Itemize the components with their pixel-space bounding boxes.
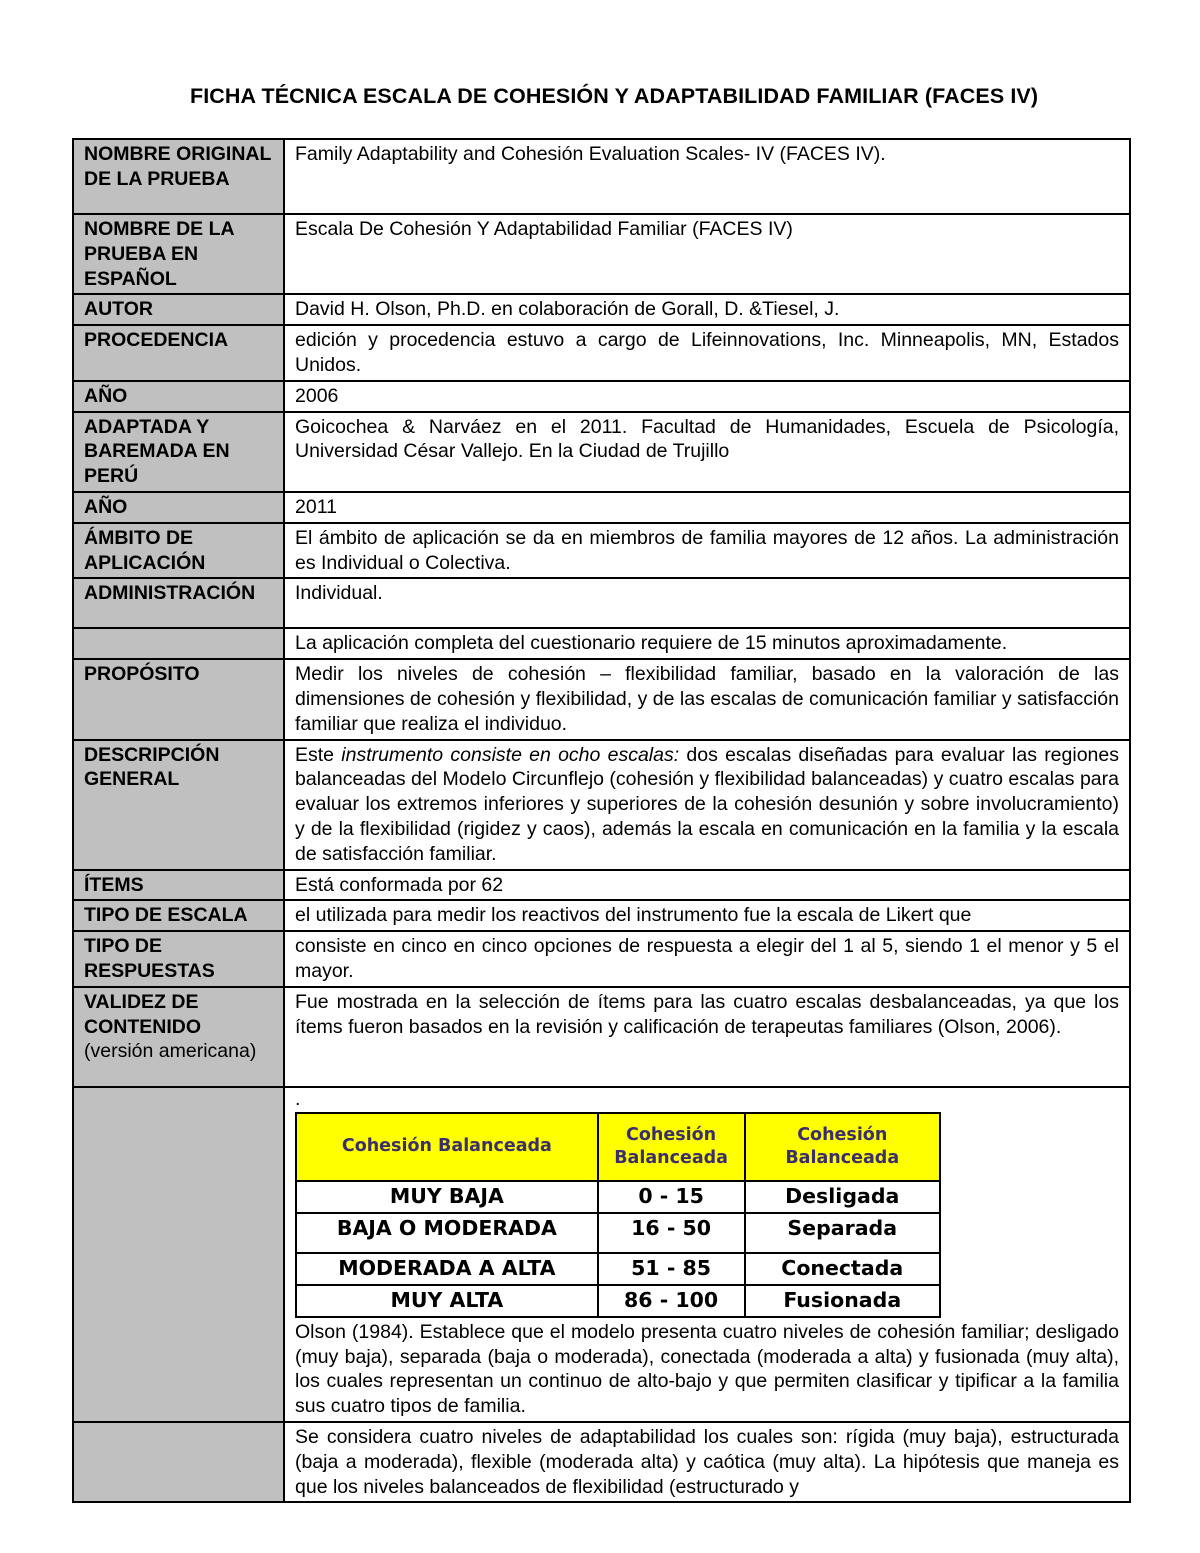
row-label: [73, 628, 284, 659]
row-value: David H. Olson, Ph.D. en colaboración de Gorall, D. &Tiesel, J.: [284, 294, 1130, 325]
range-cell: 0 - 15: [598, 1181, 745, 1213]
row-label: TIPO DE RESPUESTAS: [73, 931, 284, 987]
row-value: el utilizada para medir los reactivos del instrumento fue la escala de Likert que: [284, 900, 1130, 931]
row-label: AUTOR: [73, 294, 284, 325]
range-cell: 16 - 50: [598, 1213, 745, 1253]
row-value: Goicochea & Narváez en el 2011. Facultad de Humanidades, Escuela de Psicología, Universidad César Vallejo. En la Ciudad de Trujillo: [284, 412, 1130, 492]
cohesion-levels-table: [295, 1112, 941, 1318]
table-row: [73, 214, 1130, 294]
row-value: Individual.: [284, 578, 1130, 628]
label-note: (versión americana): [84, 1040, 257, 1063]
table-row: [73, 381, 1130, 412]
row-value: Se considera cuatro niveles de adaptabilidad los cuales son: rígida (muy baja), estructurada (baja a moderada), flexible (moderada alta) y caótica (muy alta). La hipótesis que maneja es que los niveles balanceados de flexibilidad (estructurado y: [284, 1422, 1130, 1502]
type-cell: Conectada: [745, 1253, 941, 1285]
row-value: El ámbito de aplicación se da en miembros de familia mayores de 12 años. La administración es Individual o Colectiva.: [284, 523, 1130, 579]
table-row: [73, 523, 1130, 579]
row-label: ADMINISTRACIÓN: [73, 578, 284, 628]
row-label: ADAPTADA Y BAREMADA EN PERÚ: [73, 412, 284, 492]
table-row: [73, 1422, 1130, 1502]
table-row: [73, 578, 1130, 628]
value-suffix: dos escalas diseñadas para evaluar las regiones balanceadas del Modelo Circunflejo (cohesión y flexibilidad balanceadas) y cuatro escalas para evaluar los extremos inferiores y superiores de la cohesión desunión y sobre involucramiento) y de la flexibilidad (rigidez y caos), además la escala en comunicación en la familia y la escala de satisfacción familiar.: [295, 743, 1119, 865]
row-value: Fue mostrada en la selección de ítems para las cuatro escalas desbalanceadas, ya que los ítems fueron basados en la revisión y calificación de terapeutas familiares (Olson, 2006).: [284, 987, 1130, 1087]
table-row: [73, 628, 1130, 659]
row-label: DESCRIPCIÓN GENERAL: [73, 740, 284, 870]
label-main: VALIDEZ DE CONTENIDO: [84, 990, 201, 1038]
row-label: [73, 1422, 284, 1502]
cohesion-description: Olson (1984). Establece que el modelo presenta cuatro niveles de cohesión familiar; desligado (muy baja), separada (baja o moderada), conectada (moderada a alta) y fusionada (muy alta), los cuales representan un continuo de alto-bajo y que permiten clasificar y tipificar a la familia sus cuatro tipos de familia.: [295, 1320, 1119, 1418]
row-label: PROPÓSITO: [73, 659, 284, 739]
table-row: [73, 987, 1130, 1087]
table-row: [73, 931, 1130, 987]
header-cell: Cohesión Balanceada: [598, 1113, 745, 1181]
row-value: [284, 1087, 1130, 1422]
table-row: [73, 1087, 1130, 1422]
row-value: [284, 740, 1130, 870]
row-value: consiste en cinco en cinco opciones de respuesta a elegir del 1 al 5, siendo 1 el menor y 5 el mayor.: [284, 931, 1130, 987]
row-label: PROCEDENCIA: [73, 325, 284, 381]
header-cell: Cohesión Balanceada: [296, 1113, 598, 1181]
row-value: Medir los niveles de cohesión – flexibilidad familiar, basado en la valoración de las dimensiones de cohesión y flexibilidad, y de las escalas de comunicación familiar y satisfacción familiar que realiza el individuo.: [284, 659, 1130, 739]
row-label: AÑO: [73, 381, 284, 412]
range-cell: 86 - 100: [598, 1285, 745, 1317]
row-label: [73, 987, 284, 1087]
value-prefix: Este: [295, 743, 342, 766]
page-title: FICHA TÉCNICA ESCALA DE COHESIÓN Y ADAPTABILIDAD FAMILIAR (FACES IV): [190, 84, 1039, 108]
cohesion-row: [296, 1253, 940, 1285]
type-cell: Separada: [745, 1213, 941, 1253]
type-cell: Desligada: [745, 1181, 941, 1213]
value-italic: instrumento consiste en ocho escalas:: [341, 743, 680, 766]
dot-mark: .: [295, 1087, 301, 1110]
row-value: 2006: [284, 381, 1130, 412]
range-cell: 51 - 85: [598, 1253, 745, 1285]
table-row: [73, 139, 1130, 214]
row-label: ÁMBITO DE APLICACIÓN: [73, 523, 284, 579]
level-cell: MODERADA A ALTA: [296, 1253, 598, 1285]
table-row: [73, 412, 1130, 492]
cohesion-row: [296, 1181, 940, 1213]
cohesion-row: [296, 1213, 940, 1253]
row-value: edición y procedencia estuvo a cargo de Lifeinnovations, Inc. Minneapolis, MN, Estados Unidos.: [284, 325, 1130, 381]
row-label: TIPO DE ESCALA: [73, 900, 284, 931]
row-value: Está conformada por 62: [284, 870, 1130, 901]
table-row: [73, 325, 1130, 381]
row-value: Family Adaptability and Cohesión Evaluation Scales- IV (FACES IV).: [284, 139, 1130, 214]
level-cell: MUY BAJA: [296, 1181, 598, 1213]
cohesion-row: [296, 1285, 940, 1317]
cohesion-header-row: [296, 1113, 940, 1181]
table-row: [73, 659, 1130, 739]
table-row: [73, 492, 1130, 523]
row-label: NOMBRE ORIGINAL DE LA PRUEBA: [73, 139, 284, 214]
table-row: [73, 900, 1130, 931]
row-label: ÍTEMS: [73, 870, 284, 901]
table-row: [73, 740, 1130, 870]
row-value: La aplicación completa del cuestionario requiere de 15 minutos aproximadamente.: [284, 628, 1130, 659]
row-label: [73, 1087, 284, 1422]
level-cell: BAJA O MODERADA: [296, 1213, 598, 1253]
level-cell: MUY ALTA: [296, 1285, 598, 1317]
technical-sheet-table: [72, 138, 1131, 1503]
type-cell: Fusionada: [745, 1285, 941, 1317]
row-label: AÑO: [73, 492, 284, 523]
header-cell: Cohesión Balanceada: [745, 1113, 941, 1181]
table-row: [73, 870, 1130, 901]
row-label: NOMBRE DE LA PRUEBA EN ESPAÑOL: [73, 214, 284, 294]
table-row: [73, 294, 1130, 325]
row-value: Escala De Cohesión Y Adaptabilidad Familiar (FACES IV): [284, 214, 1130, 294]
row-value: 2011: [284, 492, 1130, 523]
